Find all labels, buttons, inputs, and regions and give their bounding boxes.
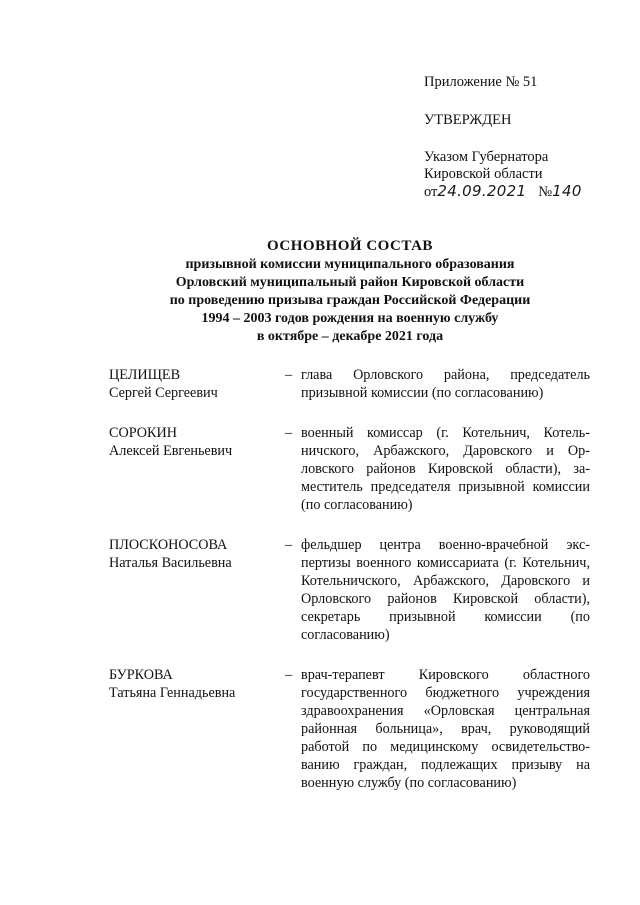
title-line: Орловский муниципальный район Кировской области (175, 275, 525, 290)
approved-by-line-2: Кировской области (424, 166, 543, 182)
title-heading: ОСНОВНОЙ СОСТАВ (267, 238, 433, 254)
member-surname: СОРОКИН (109, 425, 177, 441)
decree-date-line (424, 183, 624, 201)
approved-by-line-1: Указом Губернатора (424, 149, 549, 165)
member-role: военный комиссар (г. Котельнич, Котельничского, Арбажского, Даровского и Орловского районов Кировской области), заместитель председателя призывной комиссии (по согласованию) (301, 425, 590, 513)
approved-label: УТВЕРЖДЕН (424, 112, 512, 128)
handwritten-date: 24.09.2021 (437, 182, 527, 200)
member-dash: – (285, 425, 293, 441)
member-entry (109, 366, 590, 402)
member-names (109, 424, 285, 514)
member-surname: ПЛОСКОНОСОВА (109, 537, 228, 553)
member-dash: – (285, 667, 293, 683)
title-line: в октябре – декабре 2021 года (256, 329, 444, 344)
member-given-name: Татьяна Геннадьевна (109, 685, 236, 701)
member-given-name: Наталья Васильевна (109, 555, 232, 571)
member-surname: ЦЕЛИЩЕВ (109, 367, 181, 383)
member-entry (109, 536, 590, 644)
member-given-name: Алексей Евгеньевич (109, 443, 233, 459)
title-line: 1994 – 2003 годов рождения на военную службу (201, 311, 499, 326)
member-names (109, 536, 285, 644)
member-entry (109, 666, 590, 792)
document-title (80, 236, 620, 346)
member-role: врач-терапевт Кировского областного государственного бюджетного учреждения здравоохранения «Орловская центральная районная больница», врач, руководящий работой по медицинскому освидетельствованию граждан, подлежащих призыву на военную службу (по согласованию) (301, 667, 590, 791)
member-role: фельдшер центра военно-врачебной экспертизы военного комиссариата (г. Котельнич, Котельничского, Арбажского, Даровского и Орловского районов Кировской области), секретарь призывной комиссии (по согласованию) (301, 537, 590, 643)
member-surname: БУРКОВА (109, 667, 173, 683)
member-dash: – (285, 367, 293, 383)
member-names (109, 666, 285, 792)
appendix-number: Приложение № 51 (424, 74, 538, 90)
member-names (109, 366, 285, 402)
title-line: по проведению призыва граждан Российской Федерации (169, 293, 531, 308)
members-list (109, 366, 590, 792)
member-given-name: Сергей Сергеевич (109, 385, 218, 401)
member-entry (109, 424, 590, 514)
appendix-block (424, 74, 624, 201)
handwritten-decree-number: 140 (552, 182, 582, 200)
title-line: призывной комиссии муниципального образования (185, 257, 515, 272)
member-role: глава Орловского района, председатель призывной комиссии (по согласованию) (301, 367, 590, 401)
number-sign: № (538, 184, 553, 200)
member-dash: – (285, 537, 293, 553)
date-prefix: от (424, 184, 438, 200)
